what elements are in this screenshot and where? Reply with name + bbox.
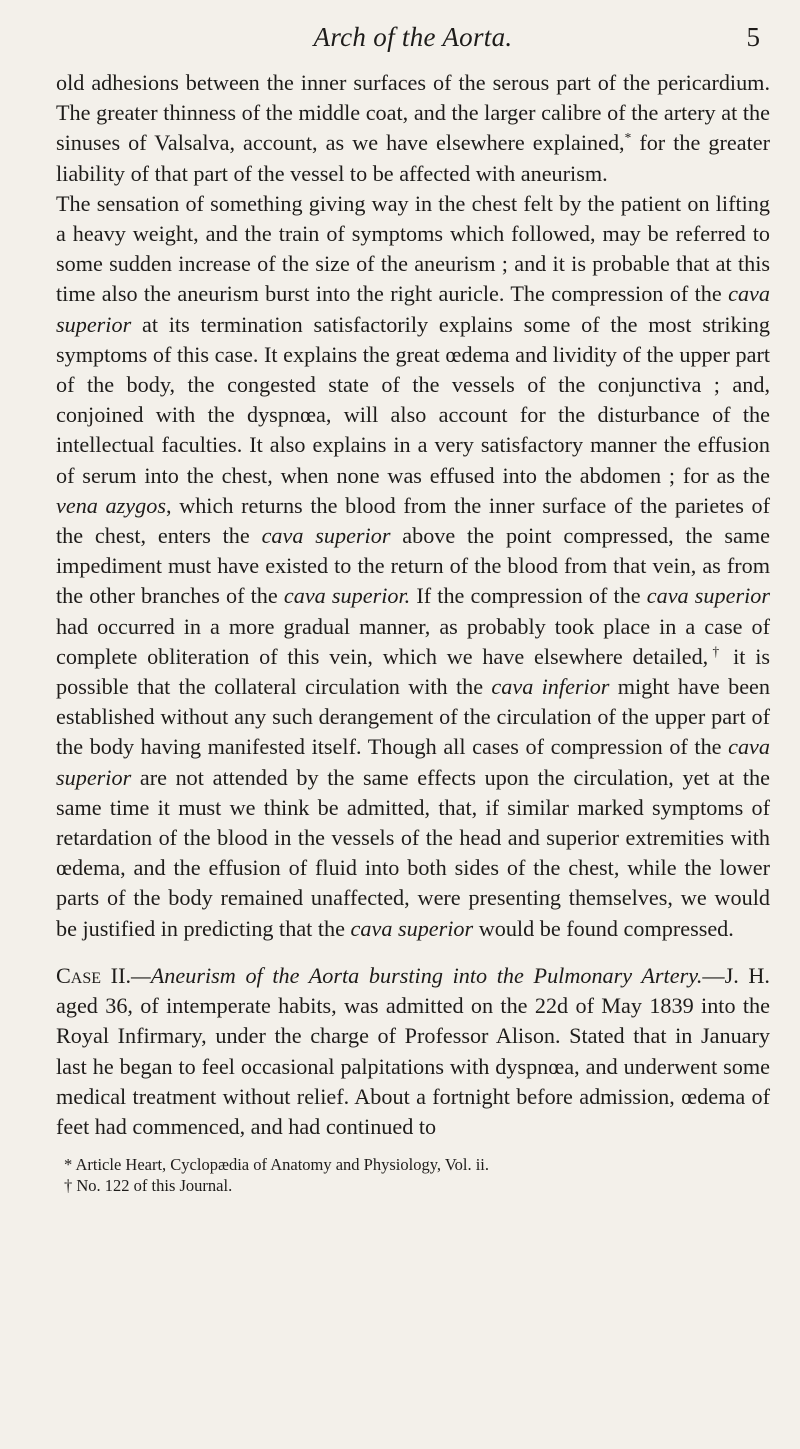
italic-term: cava superior	[646, 583, 770, 609]
footnote-mark: †	[64, 1176, 73, 1196]
footnote-text: No. 122 of this Journal.	[72, 1176, 233, 1196]
text-run: If the compression of the	[410, 583, 647, 609]
text-run: might have been established without any such derangement of the circulation of the upper part of the body having manifested itself. Though all cases of compression of the	[56, 674, 771, 760]
footnote-ref: *	[624, 130, 632, 146]
italic-term: vena azygos	[56, 492, 166, 518]
running-head-title: Arch of the Aorta.	[313, 22, 513, 52]
footnote-1	[64, 1154, 770, 1175]
text-run: for the greater liability of that part of the vessel to be affected with aneurism.	[56, 130, 770, 186]
page-number: 5	[746, 22, 760, 52]
text-run: old adhesions between the inner surfaces of the serous part of the pericardium. The greater thinness of the middle coat, and the larger calibre of the artery at the sinuses of Valsalva, account, as we have elsewhere explained,	[56, 70, 770, 156]
footnote-mark: *	[64, 1155, 73, 1175]
text-run: , which returns the blood from the inner surface of the parietes of the chest, enters the	[56, 492, 770, 549]
paragraph-1	[56, 68, 770, 189]
running-head	[56, 22, 770, 68]
case-paragraph	[56, 961, 770, 1142]
italic-term: cava superior.	[283, 583, 411, 609]
text-run: —J. H. aged 36, of intemperate habits, was admitted on the 22d of May 1839 into the Royal Infirmary, under the charge of Professor Alison. Stated that in January last he began to feel occasional palpitations with dyspnœa, and underwent some medical treatment without relief. About a fortnight before admission, œdema of feet had commenced, and had continued to	[56, 962, 770, 1139]
text-run: had occurred in a more gradual manner, as probably took place in a case of complete obliteration of this vein, which we have elsewhere detailed,	[56, 613, 770, 669]
text-run: above the point compressed, the same impediment must have existed to the return of the blood from that vein, as from the other branches of the	[56, 523, 770, 609]
case-label: Case II.	[56, 962, 132, 988]
text-run: are not attended by the same effects upon the circulation, yet at the same time it must we think be admitted, that, if similar marked symptoms of retardation of the blood in the vessels of the head and superior extremities with œdema, and the effusion of fluid into both sides of the chest, while the lower parts of the body remained unaffected, were presenting themselves, we would be justified in predicting that the	[56, 764, 770, 941]
italic-term: cava superior	[56, 281, 770, 337]
footnote-text: Article Heart, Cyclopædia of Anatomy and Physiology, Vol. ii.	[72, 1155, 489, 1175]
italic-term: cava inferior	[491, 674, 610, 700]
italic-term: cava superior	[261, 523, 391, 549]
footnote-ref: †	[708, 643, 724, 659]
italic-term: cava superior	[56, 734, 770, 790]
footnotes	[56, 1154, 770, 1196]
text-run: it is possible that the collateral circulation with the	[56, 643, 770, 700]
body-text	[56, 68, 770, 1142]
text-run: at its termination satisfactorily explains some of the most striking symptoms of this case. It explains the great œdema and lividity of the upper part of the body, the congested state of the vessels of the conjunctiva ; and, conjoined with the dyspnœa, will also account for the disturbance of the intellectual faculties. It also explains in a very satisfactory manner the effusion of serum into the chest, when none was effused into the abdomen ; for as the	[56, 311, 770, 488]
case-title: —Aneurism of the Aorta bursting into the Pulmonary Artery.	[131, 962, 703, 988]
footnote-2	[64, 1175, 770, 1196]
text-run: The sensation of something giving way in the chest felt by the patient on lifting a heavy weight, and the train of symptoms which followed, may be referred to some sudden increase of the size of the aneurism ; and it is probable that at this time also the aneurism burst into the right auricle. The compression of the	[56, 190, 770, 307]
italic-term: cava superior	[350, 915, 474, 941]
paragraph-2	[56, 189, 770, 944]
text-run: would be found compressed.	[473, 915, 734, 941]
